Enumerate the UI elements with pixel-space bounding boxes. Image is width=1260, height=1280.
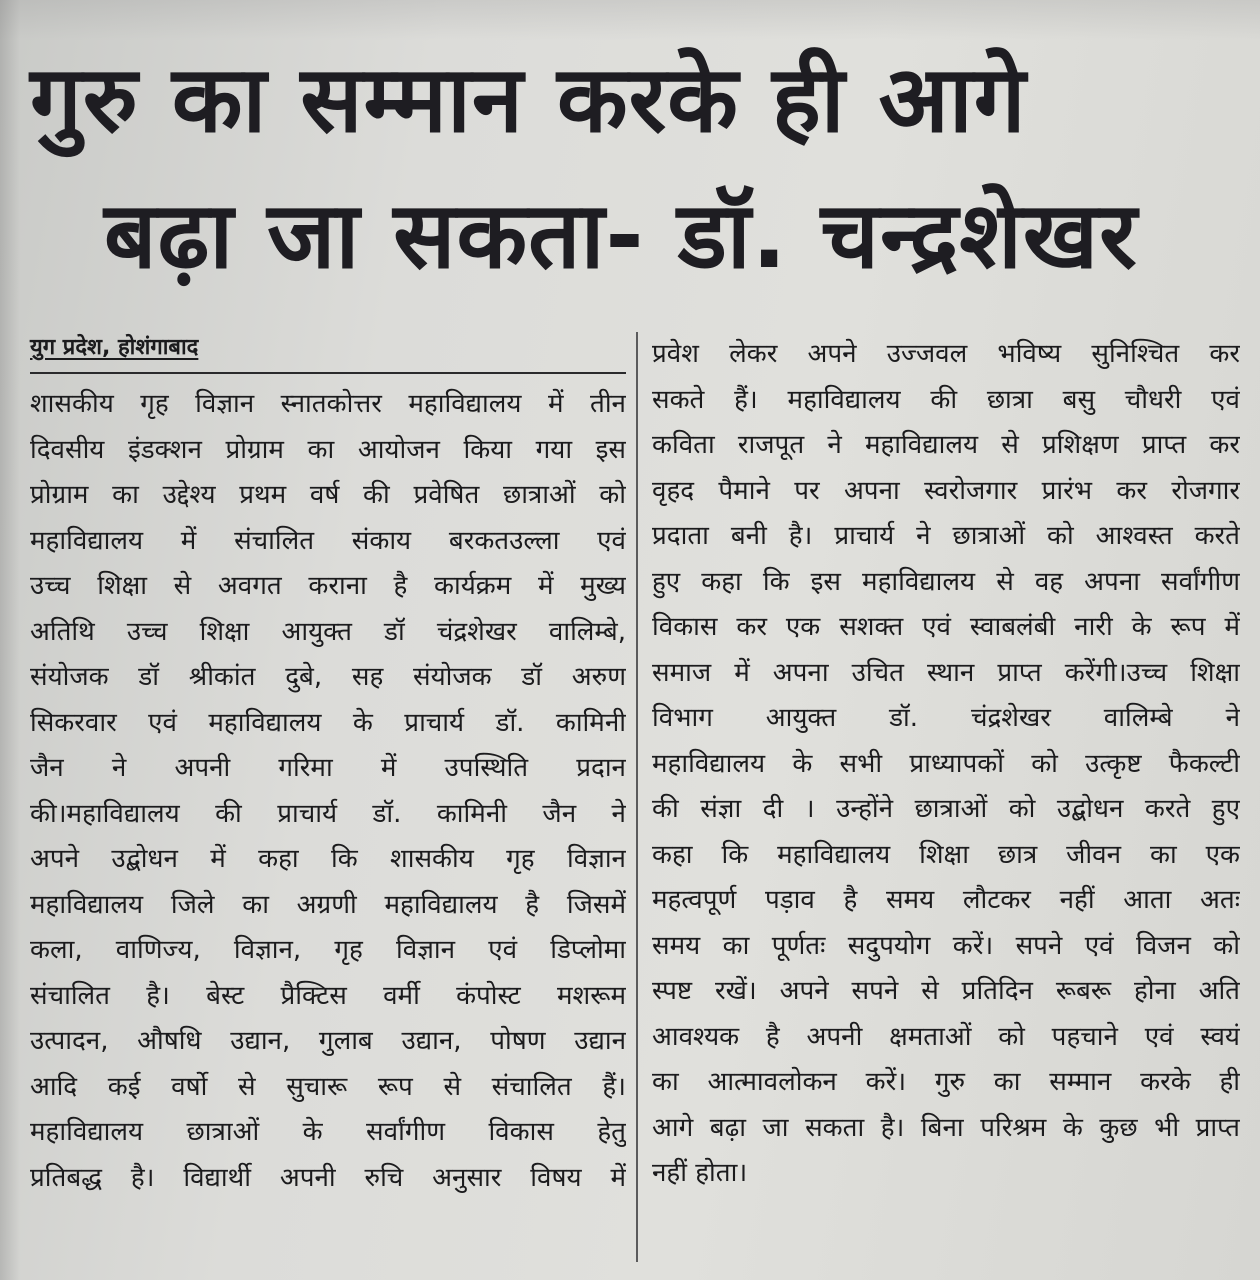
article-line: प्रदाता बनी है। प्राचार्य ने छात्राओं को आश्वस्त करते (652, 521, 1240, 551)
article-line: प्रोग्राम का उद्देश्य प्रथम वर्ष की प्रवेषित छात्राओं को (30, 480, 626, 510)
article-line: समय का पूर्णतः सदुपयोग करें। सपने एवं विजन को (652, 930, 1240, 961)
article-line: की संज्ञा दी । उन्होंने छात्राओं को उद्बोधन करते हुए (652, 794, 1240, 824)
article-line: विकास कर एक सशक्त एवं स्वाबलंबी नारी के रूप में (652, 612, 1240, 642)
article-line: सिकरवार एवं महाविद्यालय के प्राचार्य डॉ. कामिनी (30, 707, 626, 738)
byline (30, 332, 626, 364)
article-left-column (30, 382, 626, 1201)
article-line: शासकीय गृह विज्ञान स्नातकोत्तर महाविद्यालय में तीन (30, 389, 626, 419)
article-line: का आत्मावलोकन करें। गुरु का सम्मान करके ही (652, 1067, 1240, 1097)
article-line: की।महाविद्यालय की प्राचार्य डॉ. कामिनी जैन ने (30, 798, 626, 829)
article-line: स्पष्ट रखें। अपने सपने से प्रतिदिन रूबरू होना अति (652, 976, 1240, 1006)
article-line: प्रवेश लेकर अपने उज्जवल भविष्य सुनिश्चित कर (652, 339, 1240, 369)
article-line: महाविद्यालय छात्राओं के सर्वांगीण विकास हेतु (30, 1117, 626, 1147)
article-line: उत्पादन, औषधि उद्यान, गुलाब उद्यान, पोषण उद्यान (30, 1026, 626, 1056)
paper-shadow-top (0, 0, 1260, 40)
article-line: उच्च शिक्षा से अवगत कराना है कार्यक्रम में मुख्य (30, 571, 626, 601)
article-line: कला, वाणिज्य, विज्ञान, गृह विज्ञान एवं डिप्लोमा (30, 935, 626, 965)
article-line: जैन ने अपनी गरिमा में उपस्थिति प्रदान (30, 753, 626, 783)
article-right-column (652, 332, 1240, 1197)
article-line: कहा कि महाविद्यालय शिक्षा छात्र जीवन का एक (652, 839, 1240, 870)
article-line: नहीं होता। (652, 1158, 748, 1188)
article-line: आदि कई वर्षो से सुचारू रूप से संचालित हैं। (30, 1071, 626, 1102)
article-line: आवश्यक है अपनी क्षमताओं को पहचाने एवं स्वयं (652, 1021, 1240, 1052)
article-line: संचालित है। बेस्ट प्रैक्टिस वर्मी कंपोस्ट मशरूम (30, 980, 626, 1011)
article-line: हुए कहा कि इस महाविद्यालय से वह अपना सर्वांगीण (652, 566, 1240, 597)
article-line: वृहद पैमाने पर अपना स्वरोजगार प्रारंभ कर रोजगार (652, 475, 1240, 506)
byline-rule (30, 372, 626, 374)
headline-line-2: बढ़ा जा सकता- डॉ. चन्द्रशेखर (104, 182, 1138, 289)
article-line: महाविद्यालय के सभी प्राध्यापकों को उत्कृष्ट फैकल्टी (652, 748, 1240, 779)
article-line: संयोजक डॉ श्रीकांत दुबे, सह संयोजक डॉ अरुण (30, 662, 626, 692)
column-divider (636, 332, 638, 1262)
article-line: कविता राजपूत ने महाविद्यालय से प्रशिक्षण प्राप्त कर (652, 430, 1240, 460)
paper-shadow-left (0, 0, 20, 1280)
article-line: आगे बढ़ा जा सकता है। बिना परिश्रम के कुछ भी प्राप्त (652, 1112, 1240, 1143)
article-line: महाविद्यालय जिले का अग्रणी महाविद्यालय है जिसमें (30, 889, 626, 920)
article-line: अपने उद्बोधन में कहा कि शासकीय गृह विज्ञान (30, 844, 626, 874)
article-line: सकते हैं। महाविद्यालय की छात्रा बसु चौधरी एवं (652, 384, 1240, 415)
article-line: समाज में अपना उचित स्थान प्राप्त करेंगी।उच्च शिक्षा (652, 657, 1240, 688)
article-line: दिवसीय इंडक्शन प्रोग्राम का आयोजन किया गया इस (30, 434, 626, 465)
headline-line-1: गुरु का सम्मान करके ही आगे (30, 46, 1027, 153)
article-line: विभाग आयुक्त डॉ. चंद्रशेखर वालिम्बे ने (652, 703, 1240, 733)
article-line: अतिथि उच्च शिक्षा आयुक्त डॉ चंद्रशेखर वालिम्बे, (30, 616, 626, 647)
article-line: महत्वपूर्ण पड़ाव है समय लौटकर नहीं आता अतः (652, 885, 1240, 915)
byline-text: युग प्रदेश, होशंगाबाद (30, 335, 199, 360)
article-line: महाविद्यालय में संचालित संकाय बरकतउल्ला एवं (30, 525, 626, 556)
article-line: प्रतिबद्ध है। विद्यार्थी अपनी रुचि अनुसार विषय में (30, 1162, 626, 1193)
